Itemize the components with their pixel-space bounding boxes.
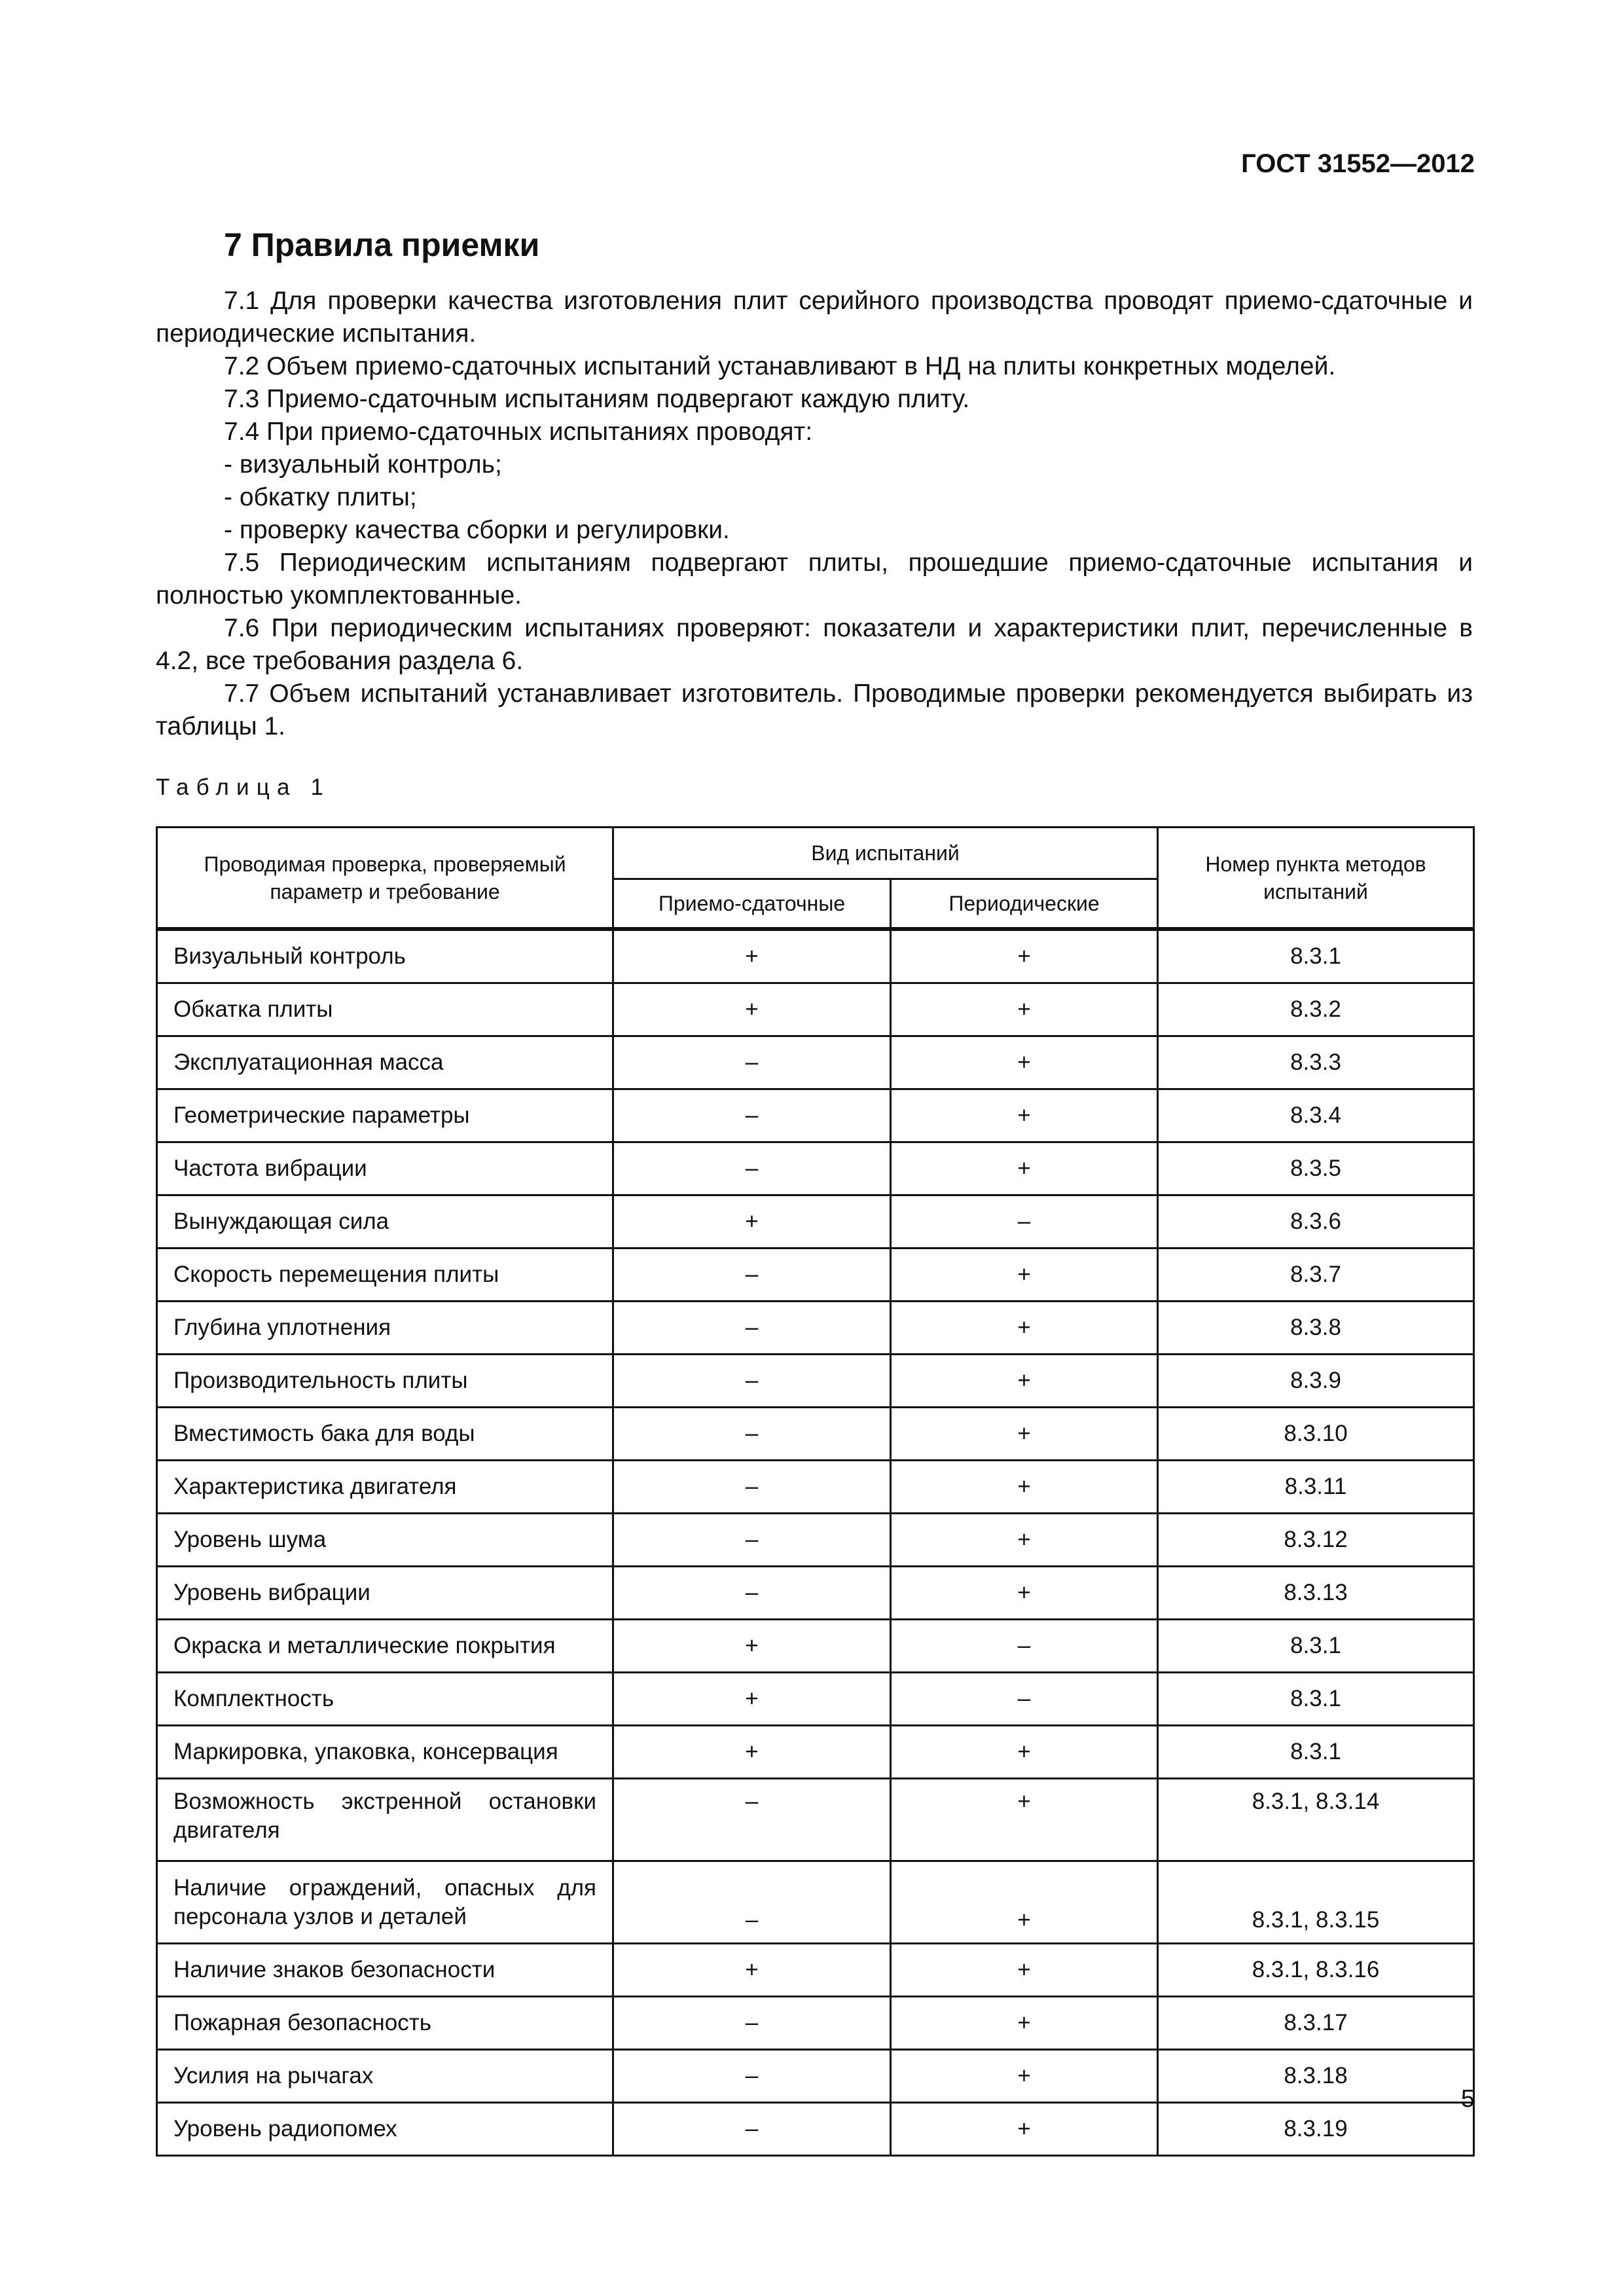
row-periodic: + <box>891 1461 1158 1514</box>
list-item: - проверку качества сборки и регулировки. <box>224 516 730 544</box>
table-row <box>157 1861 1474 1944</box>
table-row <box>157 1726 1474 1779</box>
table-caption: Таблица 1 <box>156 774 331 800</box>
table-header-row <box>157 828 1474 879</box>
table-row <box>157 1567 1474 1620</box>
table-row <box>157 1355 1474 1408</box>
row-acceptance: – <box>613 1355 891 1408</box>
table-row <box>157 983 1474 1036</box>
row-check: Комплектность <box>157 1673 613 1726</box>
section-body <box>156 285 1473 743</box>
row-check: Окраска и металлические покрытия <box>157 1620 613 1673</box>
paragraph-7-3: 7.3 Приемо-сдаточным испытаниям подвергают каждую плиту. <box>224 385 970 413</box>
row-acceptance: + <box>613 1673 891 1726</box>
row-acceptance: – <box>613 1142 891 1195</box>
table-row <box>157 1997 1474 2050</box>
paragraph-7-5: 7.5 Периодическим испытаниям подвергают плиты, прошедшие приемо-сдаточные испытания и полностью укомплектованные. <box>156 549 1473 610</box>
section-title: 7 Правила приемки <box>224 227 540 263</box>
row-periodic: – <box>891 1620 1158 1673</box>
row-periodic: + <box>891 1514 1158 1567</box>
row-check: Вместимость бака для воды <box>157 1408 613 1461</box>
header-test-type: Вид испытаний <box>613 828 1158 879</box>
row-method: 8.3.11 <box>1158 1461 1474 1514</box>
row-periodic: + <box>891 1944 1158 1997</box>
table-row <box>157 1408 1474 1461</box>
header-periodic: Периодические <box>891 879 1158 930</box>
row-acceptance: – <box>613 1861 891 1944</box>
row-periodic: + <box>891 1036 1158 1089</box>
row-acceptance: + <box>613 929 891 983</box>
row-acceptance: – <box>613 1461 891 1514</box>
row-acceptance: – <box>613 1036 891 1089</box>
row-periodic: + <box>891 1302 1158 1355</box>
row-method: 8.3.1, 8.3.14 <box>1158 1779 1474 1861</box>
paragraph-7-7: 7.7 Объем испытаний устанавливает изготовитель. Проводимые проверки рекомендуется выбирать из таблицы 1. <box>156 680 1473 740</box>
row-check: Возможность экстренной остановки двигателя <box>157 1779 613 1861</box>
paragraph-7-1: 7.1 Для проверки качества изготовления плит серийного производства проводят приемо-сдаточные и периодические испытания. <box>156 287 1473 348</box>
row-periodic: + <box>891 929 1158 983</box>
row-check: Эксплуатационная масса <box>157 1036 613 1089</box>
document-code: ГОСТ 31552—2012 <box>1241 149 1475 178</box>
table-row <box>157 1514 1474 1567</box>
row-method: 8.3.9 <box>1158 1355 1474 1408</box>
row-method: 8.3.10 <box>1158 1408 1474 1461</box>
table-row <box>157 1461 1474 1514</box>
table-row <box>157 1779 1474 1861</box>
row-check: Геометрические параметры <box>157 1089 613 1142</box>
row-acceptance: + <box>613 1620 891 1673</box>
row-check: Обкатка плиты <box>157 983 613 1036</box>
row-method: 8.3.1 <box>1158 1726 1474 1779</box>
row-periodic: + <box>891 2050 1158 2103</box>
row-periodic: + <box>891 1567 1158 1620</box>
list-item: - обкатку плиты; <box>224 483 417 511</box>
paragraph-7-4: 7.4 При приемо-сдаточных испытаниях проводят: <box>224 418 813 446</box>
row-acceptance: – <box>613 2050 891 2103</box>
row-method: 8.3.1 <box>1158 1620 1474 1673</box>
row-check: Уровень радиопомех <box>157 2103 613 2156</box>
row-periodic: + <box>891 1248 1158 1302</box>
row-acceptance: – <box>613 1997 891 2050</box>
row-check: Производительность плиты <box>157 1355 613 1408</box>
row-method: 8.3.5 <box>1158 1142 1474 1195</box>
table-row <box>157 1142 1474 1195</box>
paragraph-7-6: 7.6 При периодическим испытаниях проверяют: показатели и характеристики плит, перечисленные в 4.2, все требования раздела 6. <box>156 614 1473 675</box>
page-number: 5 <box>1460 2085 1475 2113</box>
row-periodic: + <box>891 1726 1158 1779</box>
row-acceptance: + <box>613 1726 891 1779</box>
table-row <box>157 1036 1474 1089</box>
row-method: 8.3.6 <box>1158 1195 1474 1248</box>
row-method: 8.3.1 <box>1158 929 1474 983</box>
row-periodic: + <box>891 2103 1158 2156</box>
row-acceptance: + <box>613 1195 891 1248</box>
header-acceptance: Приемо-сдаточные <box>613 879 891 930</box>
row-check: Характеристика двигателя <box>157 1461 613 1514</box>
row-method: 8.3.1, 8.3.15 <box>1158 1861 1474 1944</box>
table-body <box>157 929 1474 2156</box>
row-periodic: – <box>891 1673 1158 1726</box>
row-method: 8.3.17 <box>1158 1997 1474 2050</box>
header-method: Номер пункта методов испытаний <box>1158 828 1474 930</box>
row-acceptance: – <box>613 1408 891 1461</box>
row-acceptance: – <box>613 1302 891 1355</box>
row-check: Визуальный контроль <box>157 929 613 983</box>
row-check: Вынуждающая сила <box>157 1195 613 1248</box>
row-check: Наличие ограждений, опасных для персонала узлов и деталей <box>157 1861 613 1944</box>
row-acceptance: + <box>613 983 891 1036</box>
row-check: Скорость перемещения плиты <box>157 1248 613 1302</box>
table-row <box>157 929 1474 983</box>
row-method: 8.3.13 <box>1158 1567 1474 1620</box>
row-periodic: + <box>891 1997 1158 2050</box>
row-check: Маркировка, упаковка, консервация <box>157 1726 613 1779</box>
table-row <box>157 2103 1474 2156</box>
row-check: Пожарная безопасность <box>157 1997 613 2050</box>
row-acceptance: – <box>613 1089 891 1142</box>
row-check: Частота вибрации <box>157 1142 613 1195</box>
table-row <box>157 2050 1474 2103</box>
row-acceptance: + <box>613 1944 891 1997</box>
row-check: Глубина уплотнения <box>157 1302 613 1355</box>
row-check: Усилия на рычагах <box>157 2050 613 2103</box>
table-row <box>157 1620 1474 1673</box>
row-acceptance: – <box>613 1514 891 1567</box>
table-row <box>157 1944 1474 1997</box>
row-method: 8.3.1 <box>1158 1673 1474 1726</box>
row-periodic: + <box>891 983 1158 1036</box>
table-row <box>157 1673 1474 1726</box>
row-method: 8.3.7 <box>1158 1248 1474 1302</box>
row-periodic: + <box>891 1861 1158 1944</box>
list-item: - визуальный контроль; <box>224 450 502 479</box>
row-check: Уровень шума <box>157 1514 613 1567</box>
row-method: 8.3.19 <box>1158 2103 1474 2156</box>
row-check: Уровень вибрации <box>157 1567 613 1620</box>
table-row <box>157 1089 1474 1142</box>
inspection-table <box>156 826 1475 2157</box>
table-row <box>157 1248 1474 1302</box>
row-method: 8.3.3 <box>1158 1036 1474 1089</box>
row-acceptance: – <box>613 1567 891 1620</box>
header-param: Проводимая проверка, проверяемый параметр и требование <box>157 828 613 930</box>
row-method: 8.3.4 <box>1158 1089 1474 1142</box>
row-periodic: + <box>891 1779 1158 1861</box>
row-periodic: + <box>891 1142 1158 1195</box>
row-acceptance: – <box>613 1248 891 1302</box>
paragraph-7-2: 7.2 Объем приемо-сдаточных испытаний устанавливают в НД на плиты конкретных моделей. <box>224 352 1336 380</box>
row-acceptance: – <box>613 1779 891 1861</box>
row-method: 8.3.1, 8.3.16 <box>1158 1944 1474 1997</box>
row-periodic: + <box>891 1089 1158 1142</box>
row-periodic: – <box>891 1195 1158 1248</box>
table-row <box>157 1195 1474 1248</box>
row-periodic: + <box>891 1408 1158 1461</box>
row-acceptance: – <box>613 2103 891 2156</box>
row-method: 8.3.12 <box>1158 1514 1474 1567</box>
table-row <box>157 1302 1474 1355</box>
row-check: Наличие знаков безопасности <box>157 1944 613 1997</box>
row-method: 8.3.2 <box>1158 983 1474 1036</box>
row-method: 8.3.8 <box>1158 1302 1474 1355</box>
row-periodic: + <box>891 1355 1158 1408</box>
row-method: 8.3.18 <box>1158 2050 1474 2103</box>
